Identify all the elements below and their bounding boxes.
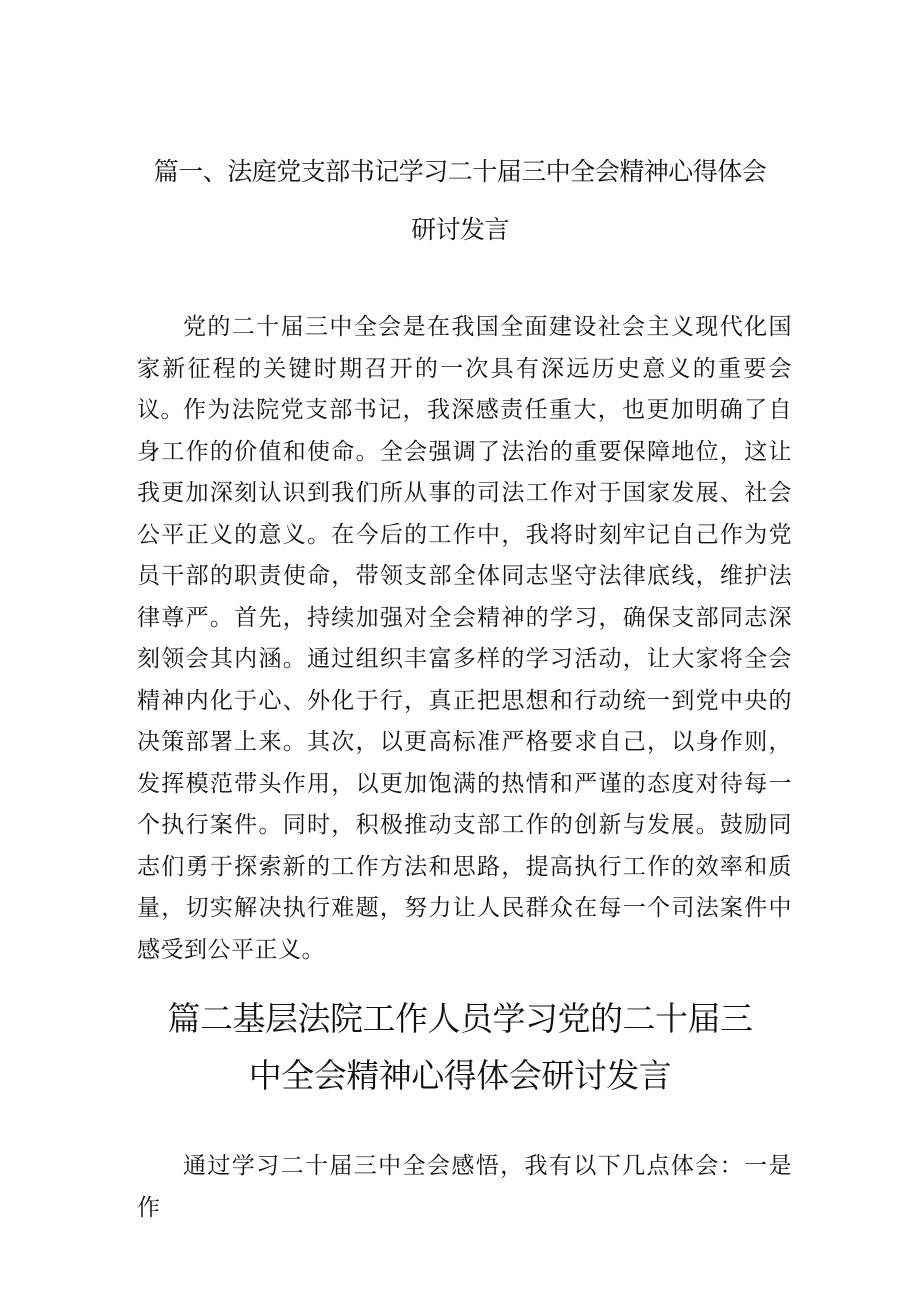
section1-paragraph-2: 作为法院党支部书记，我深感责任重大，也更加明确了自身工作的价值和使命。全会强调了法治的重要保障地位，这让我更加深刻认识到我们所从事的司法工作对于国家发展、社会公平正义的意义。在今后的工作中，我将时刻牢记自己作为党员干部的职责使命，带领支部全体同志坚守法律底线，维护法律尊严。首先，持续加强对全会精神的学习，确保支部同志深刻领会其内涵。通过组织丰富多样的学习活动，让大家将全会精神内化于心、外化于行，真正把思想和行动统一到党中央的决策部署上来。其次，以更高标准严格要求自己，以身作则，发挥模范带头作用，以更加饱满的热情和严谨的态度对待每一个执行案件。同时，积极推动支部工作的创新与发展。鼓励同志们勇于探索新的工作方法和思路，提高执行工作的效率和质量，切实解决执行难题，努力让人民群众在每一个司法案件中感受到公平正义。 — [137, 397, 792, 963]
section1-title-line2: 研讨发言 — [410, 215, 509, 244]
section2-title-line2: 中全会精神心得体会研讨发言 — [248, 1056, 672, 1095]
section1-title-line1: 篇一、法庭党支部书记学习二十届三中全会精神心得体会 — [153, 157, 767, 186]
section1-paragraph-1: 党的二十届三中全会是在我国全面建设社会主义现代化国家新征程的关键时期召开的一次具有深远历史意义的重要会议。 — [137, 314, 792, 423]
section2-title-line1: 篇二基层法院工作人员学习党的二十届三 — [167, 999, 753, 1038]
section2-paragraph-1: 通过学习二十届三中全会感悟，我有以下几点体会：一是作 — [137, 1153, 792, 1221]
